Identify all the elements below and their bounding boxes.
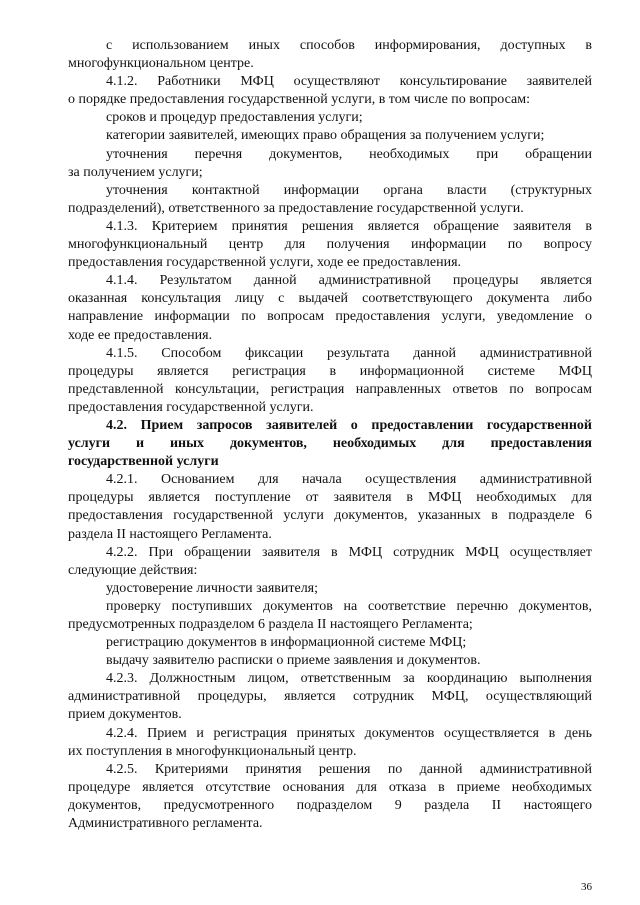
text-line: сроков и процедур предоставления услуги;: [106, 110, 363, 126]
text-line: направление информации по вопросам предоставления услуги, уведомление о: [68, 309, 592, 325]
text-line: предоставления государственной услуги, ходе ее предоставления.: [68, 255, 462, 271]
text-line: предоставления государственной услуги документов, указанных в подразделе 6: [68, 508, 592, 524]
text-line: 4.2.3. Должностным лицом, ответственным за координацию выполнения: [106, 671, 592, 687]
text-line: удостоверение личности заявителя;: [106, 580, 319, 596]
text-line: уточнения перечня документов, необходимых при обращении: [106, 146, 592, 162]
text-line: их поступления в многофункциональный центр.: [68, 743, 357, 759]
text-line: 4.2.1. Основанием для начала осуществления административной: [106, 472, 592, 488]
text-line: предоставления государственной услуги.: [68, 399, 314, 415]
text-line: подразделений), ответственного за предоставление государственной услуги.: [68, 200, 524, 216]
text-line: многофункциональный центр для получения информации по вопросу: [68, 237, 592, 253]
text-line: процедуры является поступление от заявителя в МФЦ необходимых для: [68, 490, 592, 506]
text-line: 4.2.5. Критериями принятия решения по данной административной: [106, 761, 592, 777]
text-line: 4.2.4. Прием и регистрация принятых документов осуществляется в день: [106, 725, 592, 741]
text-line: раздела II настоящего Регламента.: [68, 526, 272, 542]
text-line: выдачу заявителю расписки о приеме заявления и документов.: [106, 653, 481, 669]
text-line: процедуре является отсутствие основания для отказа в приеме необходимых: [68, 779, 592, 795]
text-line: административной процедуры, является сотрудник МФЦ, осуществляющий: [68, 689, 592, 705]
text-line: процедуры является регистрация в информационной системе МФЦ: [68, 363, 592, 379]
text-line: следующие действия:: [68, 562, 198, 578]
section-heading-line: 4.2. Прием запросов заявителей о предоставлении государственной: [106, 417, 592, 433]
text-line: категории заявителей, имеющих право обращения за получением услуги;: [106, 128, 545, 144]
text-line: представленной консультации, регистрация направленных ответов по вопросам: [68, 381, 592, 397]
text-line: многофункциональном центре.: [68, 56, 254, 72]
text-line: уточнения контактной информации органа власти (структурных: [106, 182, 592, 198]
text-line: 4.1.2. Работники МФЦ осуществляют консультирование заявителей: [106, 74, 592, 90]
text-line: 4.2.2. При обращении заявителя в МФЦ сотрудник МФЦ осуществляет: [106, 544, 592, 560]
text-line: 4.1.4. Результатом данной административной процедуры является: [106, 273, 592, 289]
text-line: ходе ее предоставления.: [68, 327, 213, 343]
text-line: за получением услуги;: [68, 164, 203, 180]
text-line: с использованием иных способов информирования, доступных в: [106, 38, 592, 53]
page-number: 36: [581, 881, 592, 893]
text-line: 4.1.3. Критерием принятия решения является обращение заявителя в: [106, 218, 592, 234]
text-line: 4.1.5. Способом фиксации результата данной административной: [106, 345, 592, 361]
text-line: проверку поступивших документов на соответствие перечню документов,: [106, 598, 592, 614]
section-heading-line: услуги и иных документов, необходимых для предоставления: [68, 436, 592, 452]
text-line: документов, предусмотренного подразделом 9 раздела II настоящего: [68, 797, 592, 813]
section-heading-line: государственной услуги: [68, 454, 219, 470]
text-line: регистрацию документов в информационной системе МФЦ;: [106, 635, 467, 651]
body-text: [68, 37, 592, 833]
text-line: прием документов.: [68, 707, 182, 723]
text-line: предусмотренных подразделом 6 раздела II настоящего Регламента;: [68, 617, 473, 632]
text-line: Административного регламента.: [68, 816, 263, 832]
text-line: оказанная консультация лицу с выдачей соответствующего документа либо: [68, 291, 592, 307]
text-line: о порядке предоставления государственной услуги, в том числе по вопросам:: [68, 92, 530, 108]
